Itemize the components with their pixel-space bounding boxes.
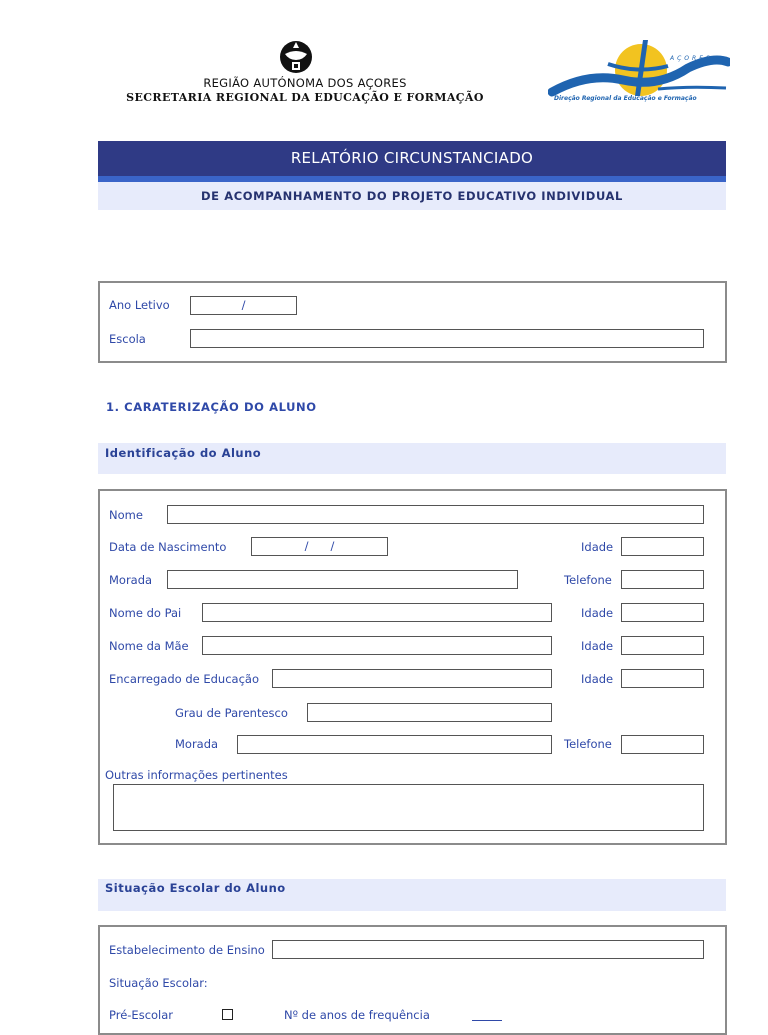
ano-letivo-field[interactable] [190, 296, 297, 315]
telefone-encarregado-field[interactable] [621, 735, 704, 754]
anos-frequencia-field[interactable] [472, 1020, 502, 1021]
idade-label-mae: Idade [581, 639, 614, 653]
outras-info-textarea[interactable] [113, 784, 704, 831]
morada-encarregado-label: Morada [175, 737, 219, 751]
idade-field-mae[interactable] [621, 636, 704, 655]
escola-label: Escola [109, 332, 146, 346]
ano-letivo-label: Ano Letivo [109, 298, 170, 312]
idade-field-encarregado[interactable] [621, 669, 704, 688]
data-nascimento-label: Data de Nascimento [109, 540, 227, 554]
idade-label-aluno: Idade [581, 540, 614, 554]
nome-mae-label: Nome da Mãe [109, 639, 189, 653]
estabelecimento-field[interactable] [272, 940, 704, 959]
nome-field[interactable] [167, 505, 704, 524]
identificacao-title: Identificação do Aluno [105, 446, 262, 460]
logo-wordmark: AÇORES [670, 55, 713, 62]
morada-encarregado-field[interactable] [237, 735, 552, 754]
idade-label-pai: Idade [581, 606, 614, 620]
encarregado-field[interactable] [272, 669, 552, 688]
telefone-encarregado-label: Telefone [564, 737, 612, 751]
escola-field[interactable] [190, 329, 704, 348]
logo-caption: Direção Regional da Educação e Formação [554, 95, 697, 102]
report-subtitle: DE ACOMPANHAMENTO DO PROJETO EDUCATIVO INDIVIDUAL [98, 182, 726, 210]
secretaria-heading: SECRETARIA REGIONAL DA EDUCAÇÃO E FORMAÇÃO [126, 91, 484, 104]
morada-label: Morada [109, 573, 153, 587]
crest-icon [277, 38, 315, 76]
drec-logo [548, 34, 730, 110]
idade-label-encarregado: Idade [581, 672, 614, 686]
pre-escolar-checkbox[interactable] [222, 1009, 233, 1020]
pre-escolar-label: Pré-Escolar [109, 1008, 174, 1022]
telefone-label: Telefone [564, 573, 612, 587]
grau-parentesco-label: Grau de Parentesco [175, 706, 288, 720]
outras-info-label: Outras informações pertinentes [105, 768, 288, 782]
report-title: RELATÓRIO CIRCUNSTANCIADO [98, 141, 726, 176]
nome-pai-field[interactable] [202, 603, 552, 622]
nome-pai-label: Nome do Pai [109, 606, 182, 620]
region-heading: REGIÃO AUTÓNOMA DOS AÇORES [203, 76, 407, 90]
grau-parentesco-field[interactable] [307, 703, 552, 722]
data-nascimento-separators: / / [304, 539, 335, 553]
nome-mae-field[interactable] [202, 636, 552, 655]
section-1-title: 1. CARATERIZAÇÃO DO ALUNO [106, 400, 317, 414]
estabelecimento-label: Estabelecimento de Ensino [109, 943, 265, 957]
morada-field[interactable] [167, 570, 518, 589]
data-nascimento-field[interactable] [251, 537, 388, 556]
idade-field-aluno[interactable] [621, 537, 704, 556]
situacao-title: Situação Escolar do Aluno [105, 881, 286, 895]
idade-field-pai[interactable] [621, 603, 704, 622]
situacao-escolar-label: Situação Escolar: [109, 976, 208, 990]
ano-letivo-separator: / [241, 298, 246, 312]
nome-label: Nome [109, 508, 143, 522]
encarregado-label: Encarregado de Educação [109, 672, 259, 686]
school-info-box [98, 281, 727, 363]
telefone-field[interactable] [621, 570, 704, 589]
anos-frequencia-label: Nº de anos de frequência [284, 1008, 430, 1022]
